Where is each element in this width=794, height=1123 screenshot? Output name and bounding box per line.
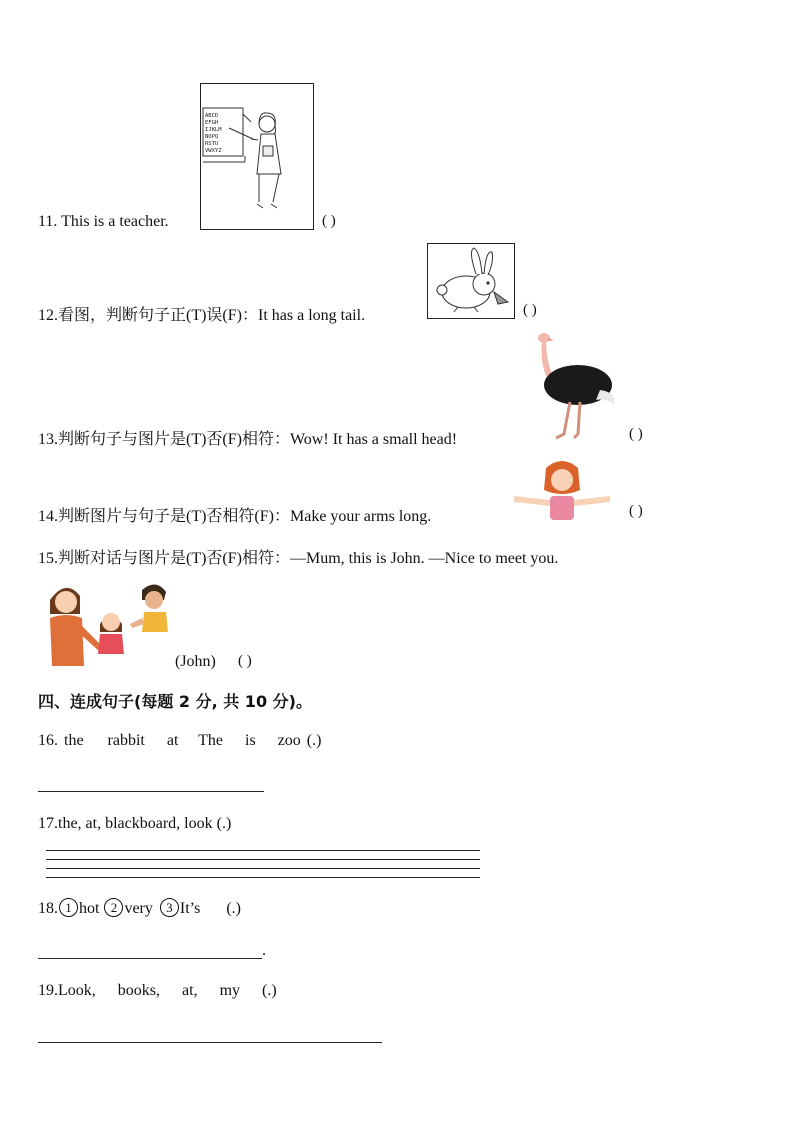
question-16-number: 16. [38, 732, 58, 749]
word-tile: is [245, 732, 256, 749]
word-tile: at, [182, 982, 198, 999]
word-tile: rabbit [107, 732, 145, 749]
question-11: 11. This is a teacher. [38, 213, 169, 230]
end-punctuation: (.) [226, 900, 241, 917]
question-15: 15.判断对话与图片是(T)否(F)相符：—Mum, this is John. —Nice to meet you. [38, 550, 559, 567]
question-16 [38, 732, 321, 750]
rabbit-picture [427, 243, 515, 319]
letter-chart-row: EFGH [205, 120, 219, 126]
question-14: 14.判断图片与句子是(T)否相符(F)：Make your arms long. [38, 508, 432, 525]
rabbit-illustration [428, 244, 514, 318]
letter-chart [205, 113, 222, 155]
question-18 [38, 898, 241, 918]
word-tile: books, [117, 982, 161, 999]
word-tile: The [198, 732, 224, 749]
answer-blank-13[interactable]: ( ) [629, 426, 643, 442]
teacher-illustration [201, 84, 313, 229]
end-punctuation: (.) [306, 732, 322, 749]
question-18-number: 18. [38, 900, 58, 917]
word-tile: at [166, 732, 179, 749]
question-12: 12.看图，判断句子正(T)误(F)：It has a long tail. [38, 307, 366, 324]
section-4-heading: 四、连成句子(每题 2 分, 共 10 分)。 [38, 692, 312, 711]
ostrich-illustration [530, 330, 620, 442]
mum-girl-boy-illustration [38, 578, 178, 670]
word-tile: It’s [179, 900, 201, 917]
answer-blank-15[interactable]: ( ) [238, 653, 252, 669]
answer-end-period: . [262, 942, 266, 959]
grid-line [46, 859, 480, 860]
letter-chart-row: IJKLM [205, 127, 222, 133]
answer-line-19[interactable] [38, 1042, 382, 1043]
answer-blank-14[interactable]: ( ) [629, 503, 643, 519]
teacher-picture [200, 83, 314, 230]
ostrich-picture [530, 330, 620, 442]
word-tile: hot [79, 900, 100, 917]
question-19-number: 19. [38, 982, 58, 999]
family-picture [38, 578, 178, 670]
word-tile: very [124, 900, 153, 917]
word-tile: Look, [58, 982, 96, 999]
letter-chart-row: RSTU [205, 141, 219, 147]
number-circle: 1 [59, 898, 78, 917]
word-tile: my [219, 982, 241, 999]
answer-line-18[interactable] [38, 958, 262, 959]
word-tile: zoo [277, 732, 301, 749]
end-punctuation: (.) [262, 982, 277, 999]
letter-chart-row: ABCD [205, 113, 219, 119]
john-caption: (John) [175, 653, 216, 670]
grid-line [46, 868, 480, 869]
girl-arms-picture [510, 458, 614, 520]
grid-line [46, 850, 480, 851]
question-13: 13.判断句子与图片是(T)否(F)相符：Wow! It has a small head! [38, 431, 458, 448]
answer-blank-11[interactable]: ( ) [322, 213, 336, 229]
four-line-grid[interactable] [46, 850, 480, 878]
grid-line [46, 877, 480, 878]
letter-chart-row: NOPQ [205, 134, 219, 140]
answer-blank-12[interactable]: ( ) [523, 302, 537, 318]
letter-chart-row: VWXYZ [205, 148, 222, 154]
answer-line-16[interactable] [38, 791, 264, 792]
number-circle: 2 [104, 898, 123, 917]
word-tile: the [64, 732, 84, 749]
question-17: 17.the, at, blackboard, look (.) [38, 815, 232, 832]
question-19 [38, 982, 277, 1000]
girl-arms-long-illustration [510, 458, 614, 520]
number-circle: 3 [160, 898, 179, 917]
